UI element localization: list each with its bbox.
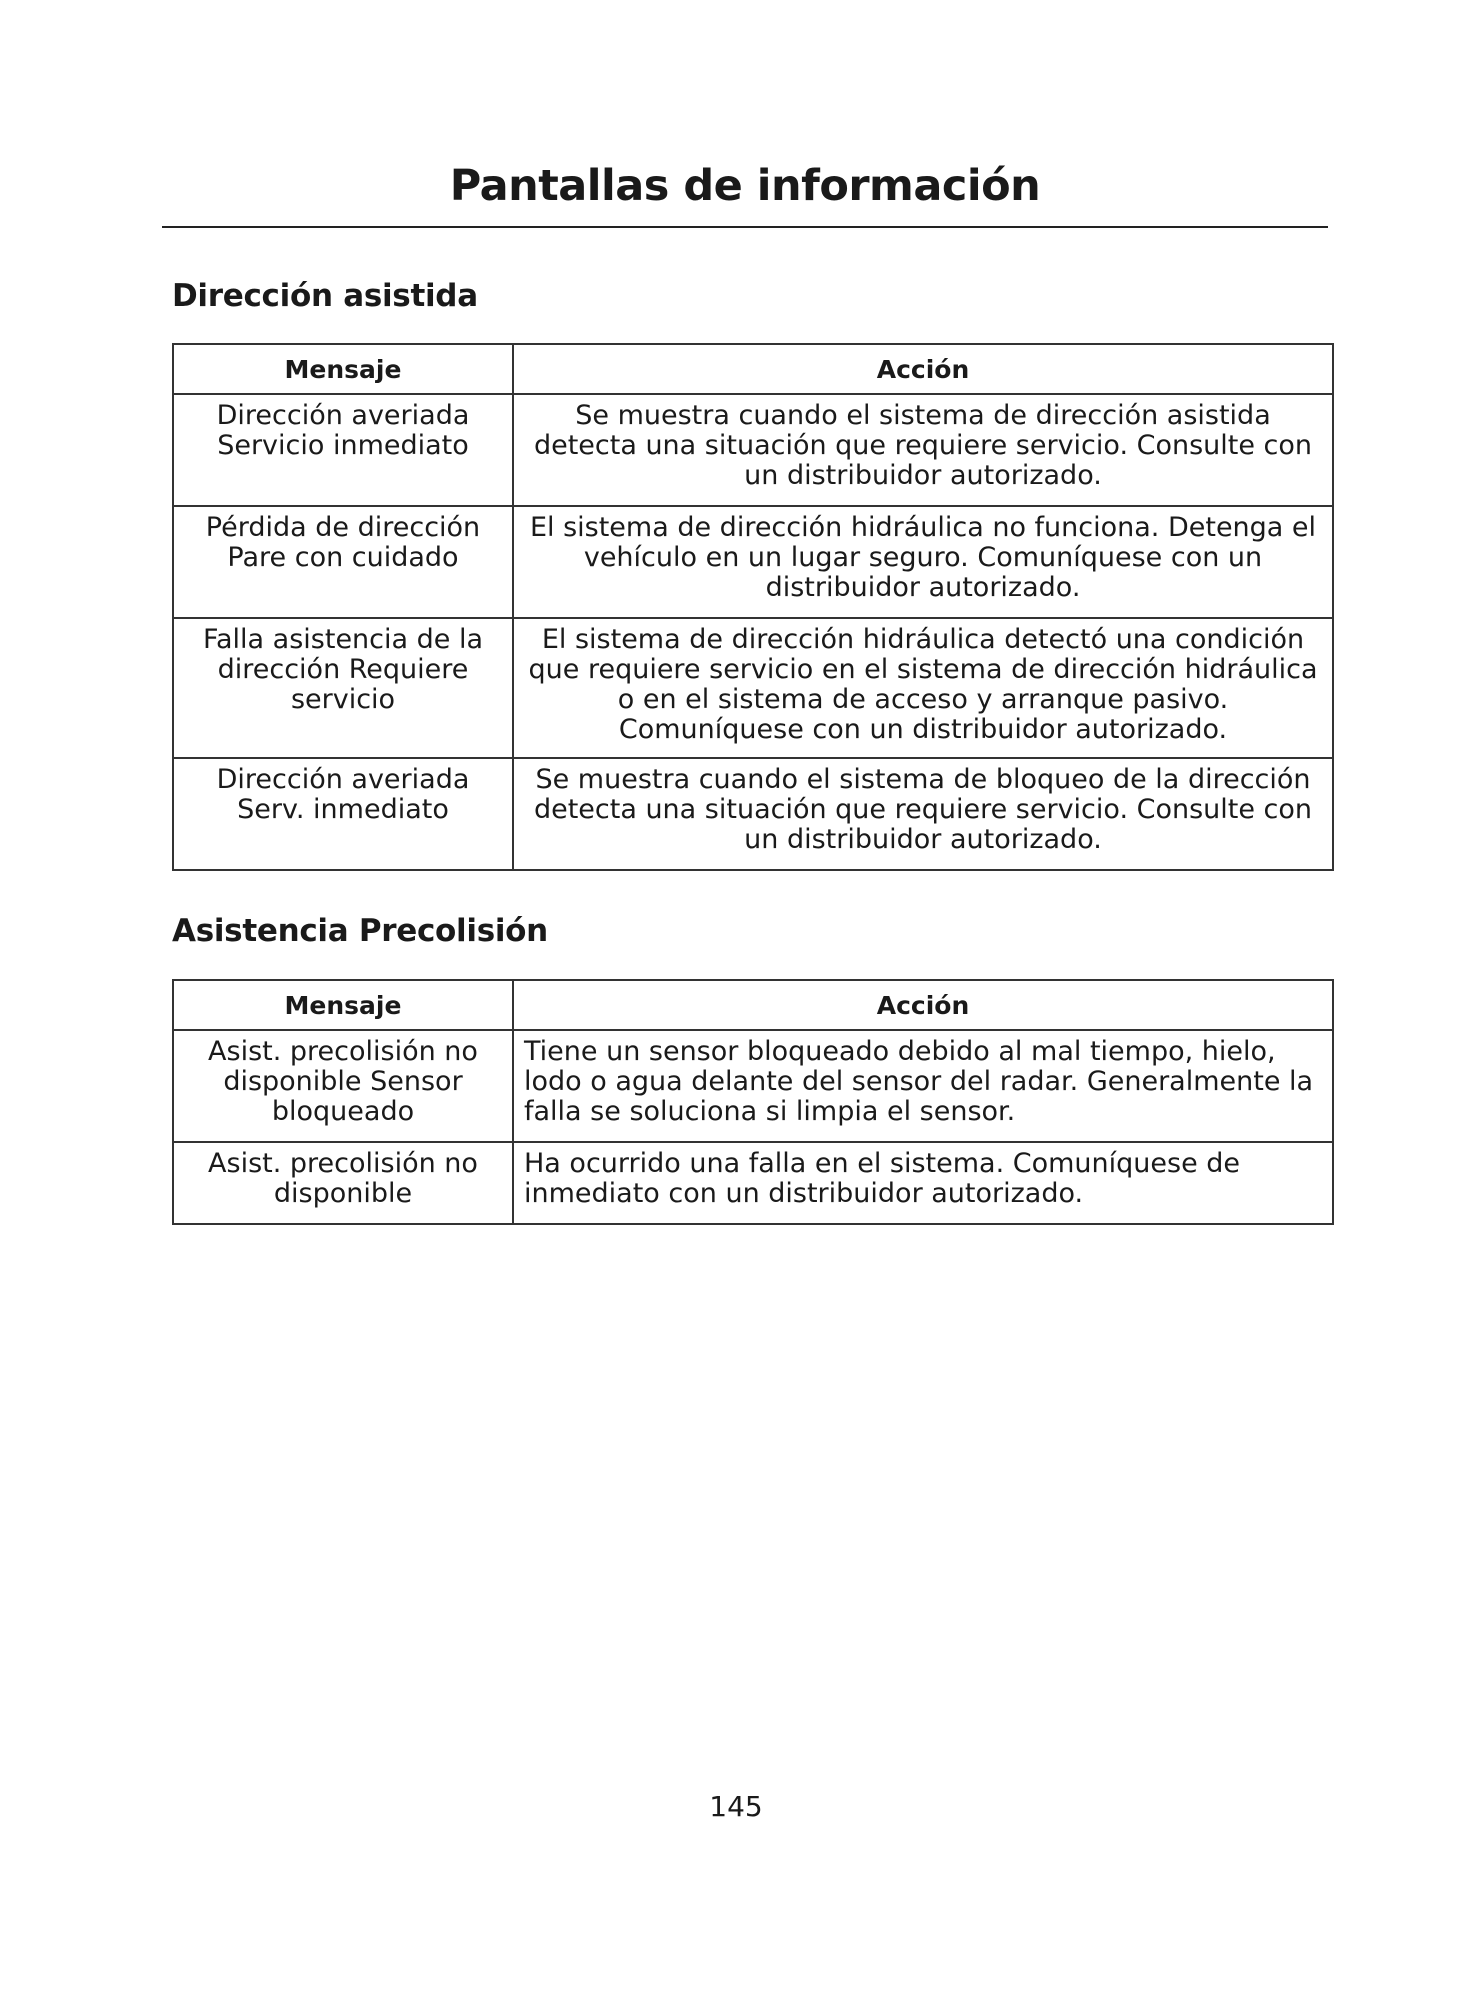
action-cell: Tiene un sensor bloqueado debido al mal tiempo, hielo, lodo o agua delante del sensor del radar. Generalmente la falla se soluciona si limpia el sensor. [513,1030,1333,1142]
message-cell: Dirección averiada Serv. inmediato [173,758,513,870]
column-header-message: Mensaje [173,980,513,1030]
direccion-asistida-table [172,343,1334,871]
table-header-row [173,980,1333,1030]
asistencia-precolision-table [172,979,1334,1225]
title-divider [162,226,1328,228]
message-cell: Asist. precolisión no disponible Sensor bloqueado [173,1030,513,1142]
page-title: Pantallas de información [449,161,1041,211]
message-cell: Asist. precolisión no disponible [173,1142,513,1224]
table-row [173,1142,1333,1224]
column-header-action: Acción [513,344,1333,394]
table-row [173,618,1333,758]
column-header-action: Acción [513,980,1333,1030]
action-cell: Ha ocurrido una falla en el sistema. Comuníquese de inmediato con un distribuidor autorizado. [513,1142,1333,1224]
section-title-direccion-asistida: Dirección asistida [172,278,478,314]
table-row [173,506,1333,618]
message-cell: Dirección averiada Servicio inmediato [173,394,513,506]
action-cell: Se muestra cuando el sistema de bloqueo de la dirección detecta una situación que requiere servicio. Consulte con un distribuidor autorizado. [513,758,1333,870]
page-number: 145 [709,1790,763,1823]
table-row [173,1030,1333,1142]
message-cell: Pérdida de dirección Pare con cuidado [173,506,513,618]
action-cell: Se muestra cuando el sistema de dirección asistida detecta una situación que requiere servicio. Consulte con un distribuidor autorizado. [513,394,1333,506]
table-row [173,394,1333,506]
action-cell: El sistema de dirección hidráulica detectó una condición que requiere servicio en el sistema de dirección hidráulica o en el sistema de acceso y arranque pasivo. Comuníquese con un distribuidor autorizado. [513,618,1333,758]
table-row [173,758,1333,870]
message-cell: Falla asistencia de la dirección Requiere servicio [173,618,513,758]
action-cell: El sistema de dirección hidráulica no funciona. Detenga el vehículo en un lugar seguro. Comuníquese con un distribuidor autorizado. [513,506,1333,618]
table-header-row [173,344,1333,394]
column-header-message: Mensaje [173,344,513,394]
section-title-asistencia-precolision: Asistencia Precolisión [172,913,548,949]
